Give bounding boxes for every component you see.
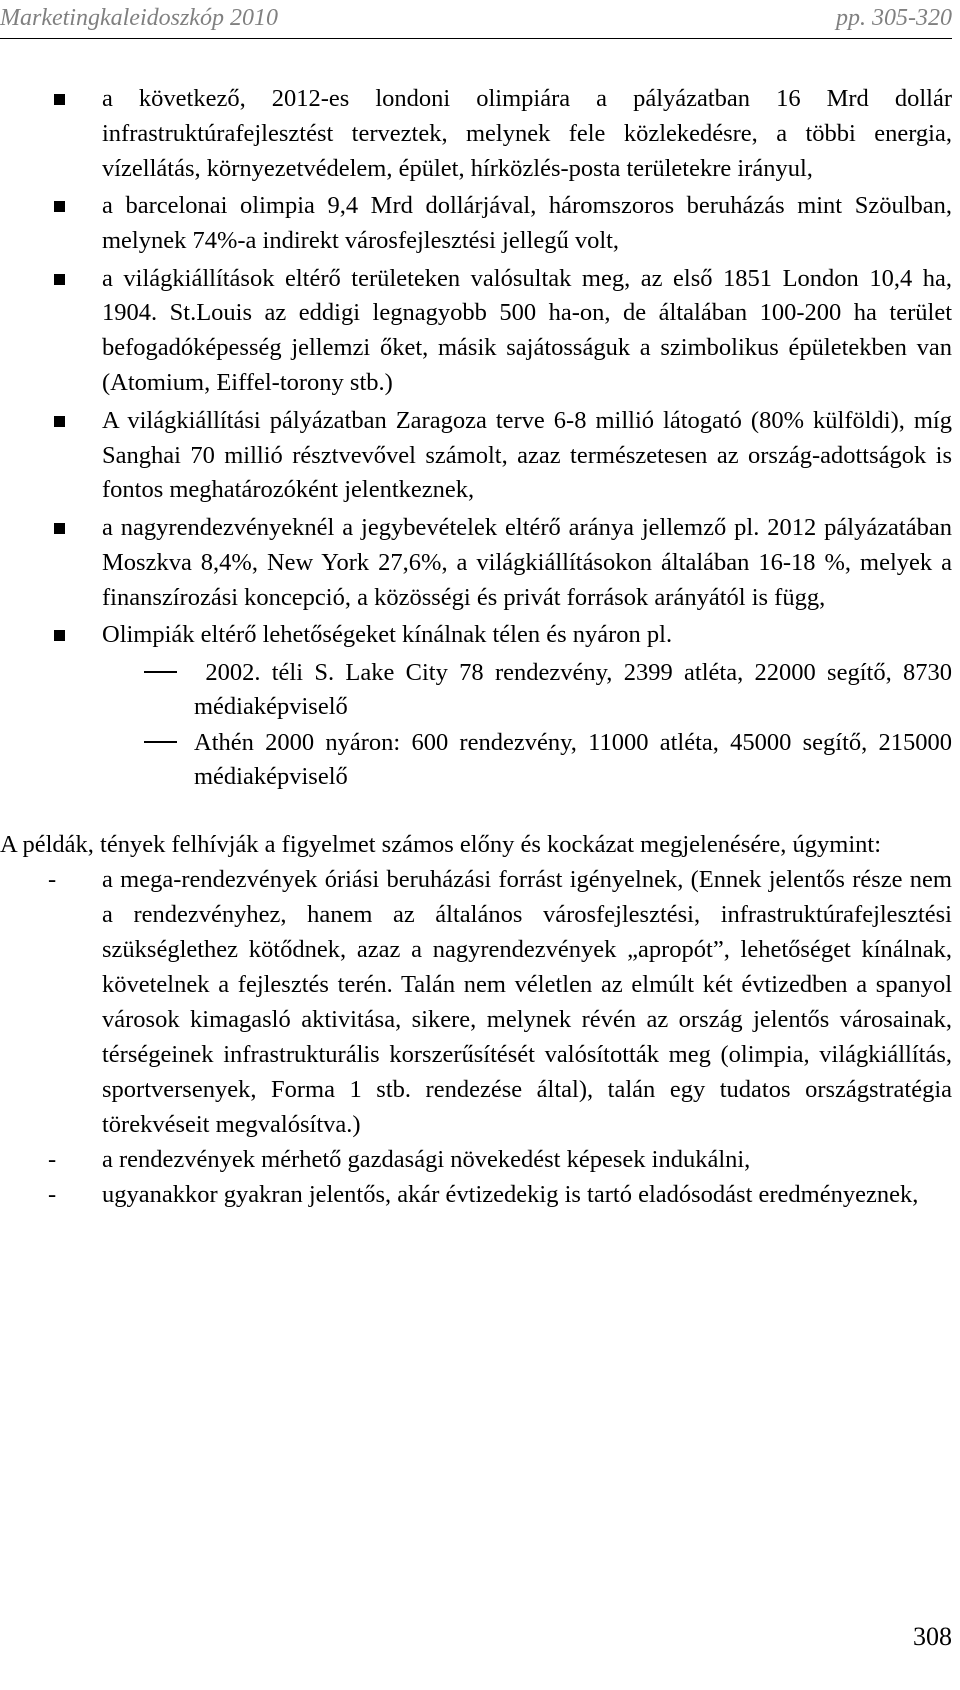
page-number: 308: [913, 1622, 952, 1651]
bullet-list: [0, 82, 952, 653]
header-rule: [0, 38, 952, 39]
hyphen-item: [48, 1177, 952, 1212]
page-range: pp. 305-320: [836, 5, 952, 31]
intro-paragraph: A példák, tények felhívják a figyelmet számos előny és kockázat megjelenésére, úgymint:: [0, 830, 882, 858]
dash-bullet-icon: [144, 671, 177, 673]
dash-sublist: [0, 656, 959, 795]
square-bullet-icon: [54, 94, 65, 105]
body-text: [0, 82, 959, 1212]
bullet-text: Olimpiák eltérő lehetőségeket kínálnak télen és nyáron pl.: [102, 621, 673, 649]
journal-title: Marketingkaleidoszkóp 2010: [0, 5, 278, 31]
bullet-item: [102, 262, 952, 402]
bullet-item: [102, 511, 952, 616]
bullet-item: [102, 82, 952, 187]
dash-item: [194, 656, 959, 725]
hyphen-text: a rendezvények mérhető gazdasági növekedést képesek indukálni,: [102, 1145, 751, 1173]
hyphen-marker: -: [48, 1145, 57, 1173]
square-bullet-icon: [54, 274, 65, 285]
bullet-text: A világkiállítási pályázatban Zaragoza terve 6-8 millió látogató (80% külföldi), míg Sanghai 70 millió résztvevővel számolt, azaz természetesen az ország-adottságok is fontos meghatározóként jelentkeznek,: [102, 406, 952, 504]
hyphen-marker: -: [48, 865, 57, 893]
dash-text: 2002. téli S. Lake City 78 rendezvény, 2399 atléta, 22000 segítő, 8730 médiaképviselő: [194, 658, 959, 720]
dash-text: Athén 2000 nyáron: 600 rendezvény, 11000 atléta, 45000 segítő, 215000 médiaképviselő: [194, 728, 952, 790]
bullet-text: a barcelonai olimpia 9,4 Mrd dollárjával, háromszoros beruházás mint Szöulban, melynek 74%-a indirekt városfejlesztési jellegű volt,: [102, 192, 952, 255]
dash-bullet-icon: [144, 741, 177, 743]
hyphen-list: [0, 862, 952, 1212]
dash-item: [194, 726, 952, 795]
square-bullet-icon: [54, 416, 65, 427]
hyphen-item: [48, 862, 952, 1142]
bullet-text: a következő, 2012-es londoni olimpiára a pályázatban 16 Mrd dollár infrastruktúrafejlesztést terveztek, melynek fele közlekedésre, a többi energia, vízellátás, környezetvédelem, épület, hírközlés-posta területekre irányul,: [102, 85, 952, 182]
hyphen-text: ugyanakkor gyakran jelentős, akár évtizedekig is tartó eladósodást eredményeznek,: [102, 1180, 919, 1208]
bullet-item: [102, 189, 952, 259]
square-bullet-icon: [54, 201, 65, 212]
bullet-item: [102, 618, 952, 653]
hyphen-text: a mega-rendezvények óriási beruházási forrást igényelnek, (Ennek jelentős része nem a rendezvényhez, hanem az általános városfejlesztési, infrastruktúrafejlesztési szükséglethez kötődnek, azaz a nagyrendezvények „apropót”, lehetőséget kínálnak, követelnek a fejlesztés terén. Talán nem véletlen az elmúlt két évtizedben a spanyol városok kimagasló aktivitása, sikere, melynek révén az ország jelentős városainak, térségeinek infrastrukturális korszerűsítését valósították meg (olimpia, világkiállítás, sportversenyek, Forma 1 stb. rendezése által), talán egy tudatos országstratégia törekvéseit megvalósítva.): [102, 865, 952, 1138]
bullet-text: a nagyrendezvényeknél a jegybevételek eltérő aránya jellemző pl. 2012 pályázatában Moszkva 8,4%, New York 27,6%, a világkiállításokon általában 16-18 %, melyek a finanszírozási koncepció, a közösségi és privát források arányától is függ,: [102, 513, 952, 611]
running-header: [0, 4, 952, 34]
hyphen-item: [48, 1142, 952, 1177]
square-bullet-icon: [54, 630, 65, 641]
square-bullet-icon: [54, 523, 65, 534]
hyphen-marker: -: [48, 1180, 57, 1208]
bullet-text: a világkiállítások eltérő területeken valósultak meg, az első 1851 London 10,4 ha, 1904. St.Louis az eddigi legnagyobb 500 ha-on, de általában 100-200 ha terület befogadóképesség jellemzi őket, másik sajátosságuk a szimbolikus épületekben van (Atomium, Eiffel-torony stb.): [102, 264, 952, 397]
bullet-item: [102, 404, 952, 509]
